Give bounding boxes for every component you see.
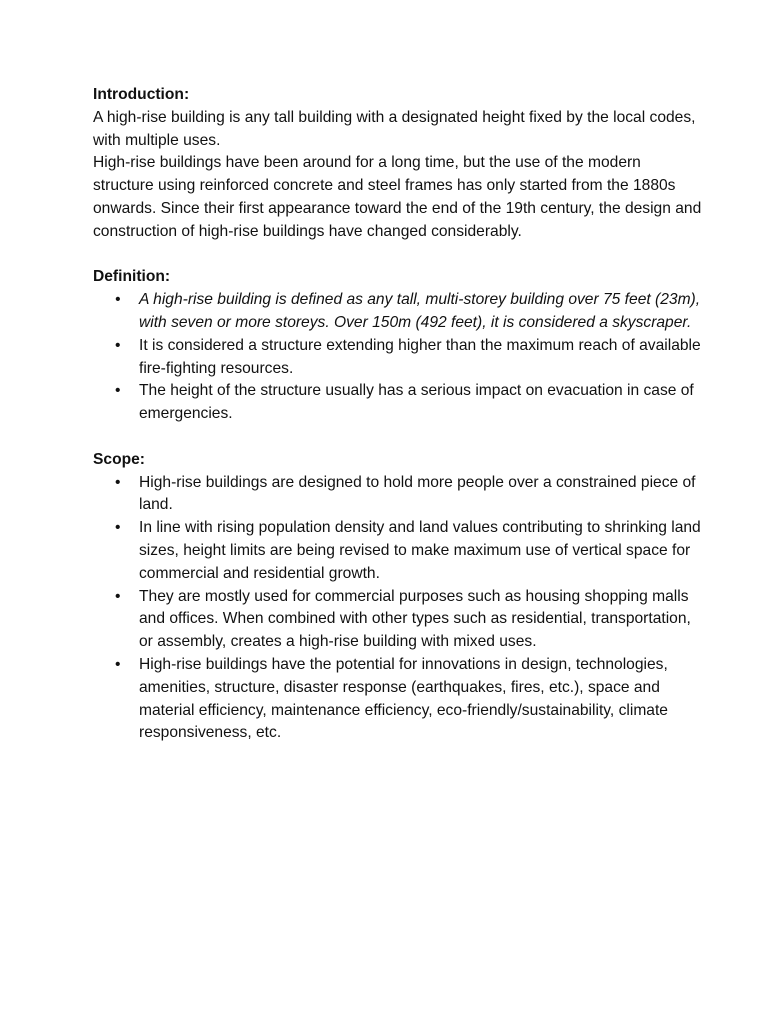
- introduction-heading: Introduction:: [93, 86, 190, 103]
- scope-item: • High-rise buildings are designed to hold more people over a constrained piece of land.: [93, 472, 703, 518]
- section-spacer: [93, 244, 703, 267]
- intro-paragraph: High-rise buildings have been around for a long time, but the use of the modern structure using reinforced concrete and steel frames has only started from the 1880s onwards. Since their first appearance toward the end of the 19th century, the design and construction of high-rise buildings have changed considerably.: [93, 154, 702, 240]
- document-page: [93, 84, 703, 745]
- scope-heading: Scope:: [93, 450, 145, 468]
- definition-item: • A high-rise building is defined as any tall, multi-storey building over 75 feet (23m), with seven or more storeys. Over 150m (492 feet), it is considered a skyscraper.: [93, 289, 703, 335]
- scope-item: • They are mostly used for commercial purposes such as housing shopping malls and offices. When combined with other types such as residential, transportation, or assembly, creates a high-rise building with mixed uses.: [93, 586, 703, 654]
- definition-item: • The height of the structure usually has a serious impact on evacuation in case of emergencies.: [93, 380, 703, 426]
- scope-item: • High-rise buildings have the potential for innovations in design, technologies, amenities, structure, disaster response (earthquakes, fires, etc.), space and material efficiency, maintenance efficiency, eco-friendly/sustainability, climate responsiveness, etc.: [93, 654, 703, 745]
- scope-item: • In line with rising population density and land values contributing to shrinking land sizes, height limits are being revised to make maximum use of vertical space for commercial and residential growth.: [93, 517, 703, 585]
- section-spacer: [93, 426, 703, 449]
- intro-paragraph: A high-rise building is any tall building with a designated height fixed by the local codes, with multiple uses.: [93, 108, 696, 149]
- definition-list: [93, 289, 703, 426]
- definition-heading: Definition:: [93, 268, 171, 286]
- definition-item: • It is considered a structure extending higher than the maximum reach of available fire-fighting resources.: [93, 335, 703, 381]
- scope-list: [93, 472, 703, 746]
